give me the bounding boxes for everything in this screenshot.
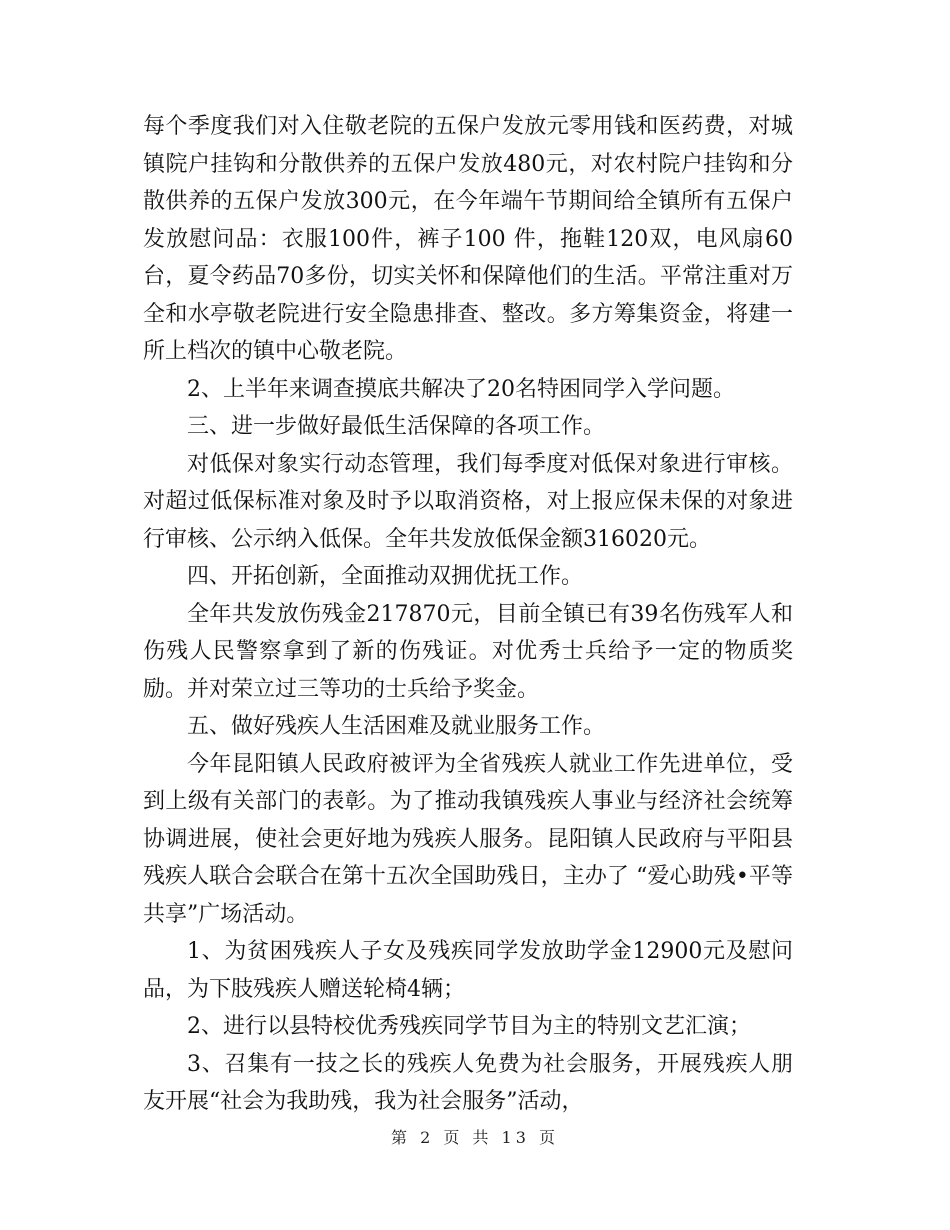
paragraph-6: 全年共发放伤残金217870元，目前全镇已有39名伤残军人和伤残人民警察拿到了新的伤残证。对优秀士兵给予一定的物质奖励。并对荣立过三等功的士兵给予奖金。 [143, 601, 793, 702]
paragraph-4: 对低保对象实行动态管理，我们每季度对低保对象进行审核。对超过低保标准对象及时予以取消资格，对上报应保未保的对象进行审核、公示纳入低保。全年共发放低保金额316020元。 [143, 451, 793, 552]
page-footer: 第 2 页 共 13 页 [391, 1128, 559, 1147]
section-heading-5: 五、做好残疾人生活困难及就业服务工作。 [187, 714, 606, 739]
document-body [143, 108, 793, 1121]
paragraph-8: 今年昆阳镇人民政府被评为全省残疾人就业工作先进单位，受到上级有关部门的表彰。为了推动我镇残疾人事业与经济社会统筹协调进展，使社会更好地为残疾人服务。昆阳镇人民政府与平阳县残疾人联合会联合在第十五次全国助残日，主办了 “爱心助残•平等共享”广场活动。 [143, 751, 793, 927]
paragraph-2: 2、上半年来调查摸底共解决了20名特困同学入学问题。 [187, 376, 735, 402]
list-item-2: 2、进行以县特校优秀残疾同学节目为主的特别文艺汇演； [187, 1014, 751, 1039]
section-heading-3: 三、进一步做好最低生活保障的各项工作。 [187, 414, 606, 439]
section-heading-4: 四、开拓创新，全面推动双拥优抚工作。 [187, 564, 584, 589]
list-item-3: 3、召集有一技之长的残疾人免费为社会服务，开展残疾人朋友开展“社会为我助残，我为社会服务”活动， [143, 1051, 793, 1114]
list-item-1: 1、为贫困残疾人子女及残疾同学发放助学金12900元及慰问品，为下肢残疾人赠送轮椅4辆； [143, 939, 793, 1002]
paragraph-1: 每个季度我们对入住敬老院的五保户发放元零用钱和医药费，对城镇院户挂钩和分散供养的五保户发放480元，对农村院户挂钩和分散供养的五保户发放300元，在今年端午节期间给全镇所有五保户发放慰问品：衣服100件，裤子100 件，拖鞋120双，电风扇60台，夏令药品70多份，切实关怀和保障他们的生活。平常注重对万全和水亭敬老院进行安全隐患排查、整改。多方筹集资金，将建一所上档次的镇中心敬老院。 [143, 114, 793, 364]
